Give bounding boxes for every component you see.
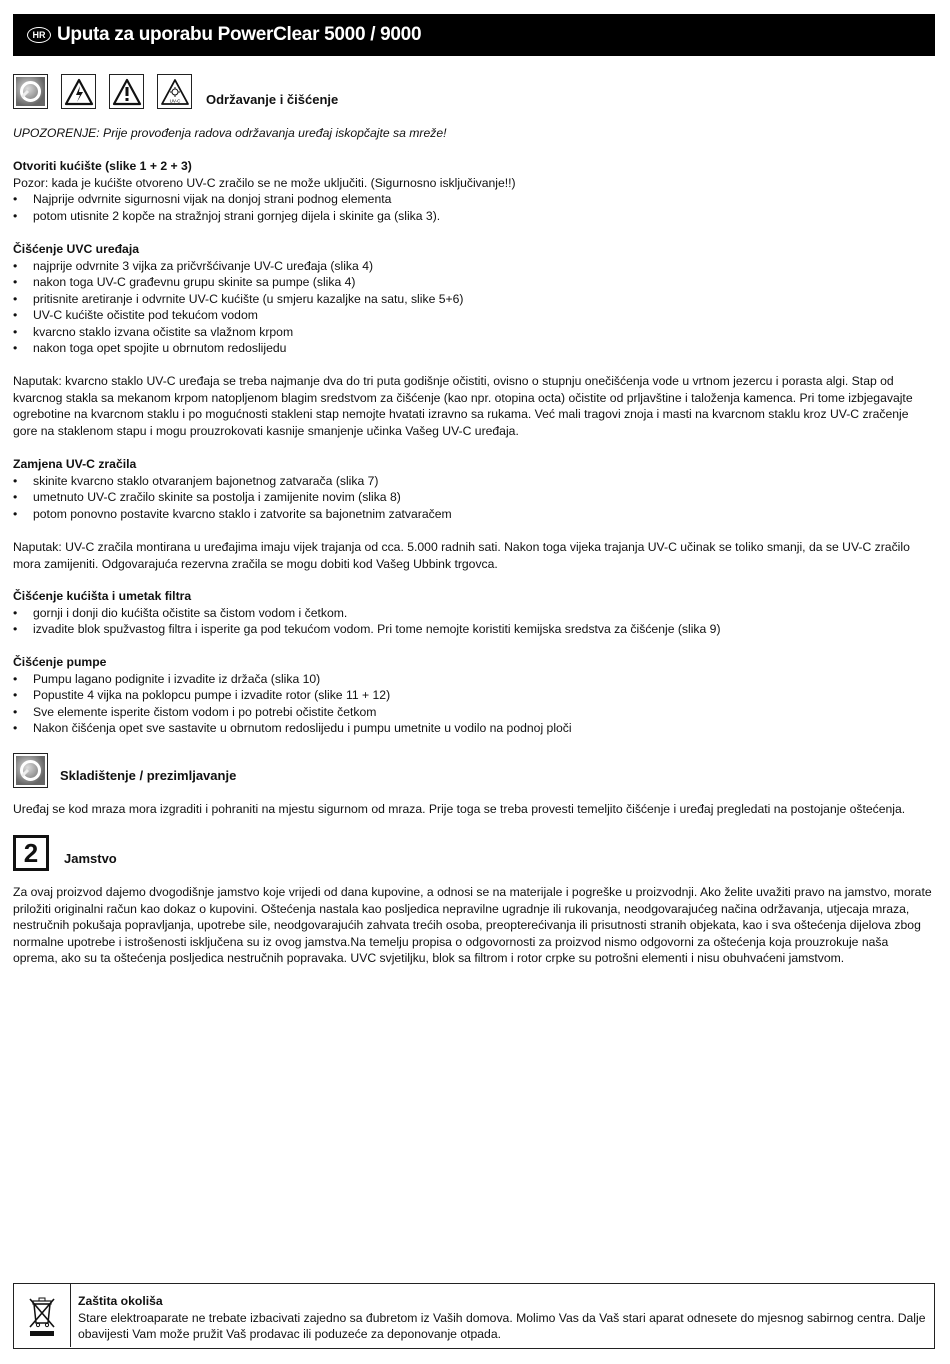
environment-text: Stare elektroaparate ne trebate izbacivati zajedno sa đubretom iz Vaših domova. Molimo Vas da Vaš stari aparat odnesete do mjesnog sabirnog centra. Dalje obavijesti Vam može pružit Vaš prodavac ili poduzeće za deponovanje otpada. [78,1310,926,1341]
safety-icons [13,74,205,109]
list-item: • najprije odvrnite 3 vijka za pričvršćivanje UV-C uređaja (slika 4) [13,258,935,275]
uvc-cleaning-heading: Čišćenje UVC uređaja [13,242,139,256]
list-item: • izvadite blok spužvastog filtra i isperite ga pod tekućom vodom. Pri tome nemojte koristiti kemijska sredstva za čišćenje (slika 9) [13,621,935,638]
open-housing-heading: Otvoriti kućište (slike 1 + 2 + 3) [13,159,192,173]
language-badge: HR [27,27,51,43]
list-item: • potom ponovno postavite kvarcno staklo i zatvorite sa bajonetnim zatvaračem [13,506,935,523]
page-title: Uputa za uporabu PowerClear 5000 / 9000 [57,24,422,45]
list-item: • gornji i donji dio kućišta očistite sa čistom vodom i četkom. [13,605,935,622]
list-item: • umetnuto UV-C zračilo skinite sa postolja i zamijenite novim (slika 8) [13,489,935,506]
storage-section [13,801,935,818]
open-housing-section [13,158,935,224]
uvc-warning-icon [157,74,192,109]
housing-filter-list [13,605,935,638]
tip-text: Naputak: kvarcno staklo UV-C uređaja se treba najmanje dva do tri puta godišnje očistiti, ovisno o stupnju onečišćenja vode u vrtnom jezercu i porasta algi. Stap od kvarcnog stakla sa mekanom krpom natopljenom blagim sredstvom za čišćenje (kao npr. otopina octa) očistite od prljavštine i taloženja kamenca. Pri tome izbjegavajte ogrebotine na kvarcnom staklu i po mogućnosti stakleni stap nemojte hvatati izravno sa rukama. Već mali tragovi znoja i masti na kvarcnom staklu kroz UV-C zračenje gore na staklenom stapu i mogu prouzrokovati kasnije smanjenje učinka Vašeg UV-C uređaja. [13,374,913,438]
warranty-number-icon: 2 [13,835,49,871]
environment-content [78,1293,926,1343]
list-item: • Nakon čišćenja opet sve sastavite u obrnutom redoslijedu i pumpu umetnite u vodilo na podnoj ploči [13,720,935,737]
open-housing-list [13,191,935,224]
electric-hazard-icon [61,74,96,109]
uvc-replace-section [13,456,935,522]
environment-box [13,1283,935,1349]
storage-icon [13,753,48,788]
warranty-heading: Jamstvo [64,851,117,866]
list-item: • Sve elemente isperite čistom vodom i po potrebi očistite četkom [13,704,935,721]
weee-bin-icon [14,1284,71,1347]
warning-text: UPOZORENJE: Prije provođenja radova održavanja uređaj iskopčajte sa mreže! [13,126,447,140]
uvc-icon-label: UV-C [169,98,180,103]
list-item: • Popustite 4 vijka na poklopcu pumpe i izvadite rotor (slike 11 + 12) [13,687,935,704]
uvc-cleaning-tip [13,373,935,439]
pump-section [13,654,935,737]
maintenance-warning [13,125,935,142]
maintenance-icon [13,74,48,109]
list-item: • UV-C kućište očistite pod tekućom vodom [13,307,935,324]
list-item: • Pumpu lagano podignite i izvadite iz držača (slika 10) [13,671,935,688]
tip-text: Naputak: UV-C zračila montirana u uređajima imaju vijek trajanja od cca. 5.000 radnih sati. Nakon toga vijeka trajanja UV-C učinak se toliko smanji, da se UV-C zračilo mora zamijeniti. Odgovarajuća rezervna zračila se mogu dobiti kod Vašeg Ubbink trgovca. [13,540,910,571]
housing-filter-section [13,588,935,638]
housing-filter-heading: Čišćenje kućišta i umetak filtra [13,589,192,603]
uvc-replace-list [13,473,935,523]
storage-text: Uređaj se kod mraza mora izgraditi i pohraniti na mjestu sigurnom od mraza. Prije toga se treba provesti temeljito čišćenje i uređaj pregledati na postojanje oštećenja. [13,802,906,816]
pump-heading: Čišćenje pumpe [13,655,107,669]
list-item: • potom utisnite 2 kopče na stražnjoj strani gornjeg dijela i skinite ga (slika 3). [13,208,935,225]
list-item: • Najprije odvrnite sigurnosni vijak na donjoj strani podnog elementa [13,191,935,208]
page-header [13,14,935,56]
warning-icon [109,74,144,109]
storage-heading: Skladištenje / prezimljavanje [60,768,237,783]
uvc-cleaning-section [13,241,935,357]
uvc-replace-heading: Zamjena UV-C zračila [13,457,137,471]
pump-list [13,671,935,737]
uvc-cleaning-list [13,258,935,357]
list-item: • kvarcno staklo izvana očistite sa vlažnom krpom [13,324,935,341]
warranty-section [13,884,935,967]
uvc-replace-tip [13,539,935,572]
list-item: • nakon toga opet spojite u obrnutom redoslijedu [13,340,935,357]
environment-heading: Zaštita okoliša [78,1294,163,1308]
list-item: • pritisnite aretiranje i odvrnite UV-C kućište (u smjeru kazaljke na satu, slike 5+6) [13,291,935,308]
warranty-text: Za ovaj proizvod dajemo dvogodišnje jamstvo koje vrijedi od dana kupovine, a odnosi se na materijale i pogreške u proizvodnji. Ako želite uvažiti pravo na jamstvo, morate priložiti originalni račun kao dokaz o kupovini. Oštećenja nastala kao posljedica nepravilne ugradnje ili rukovanja, neodgovarajućeg načina održavanja, utjecaja mraza, nestručnih pokušaja popravljanja, upotrebe sile, neodgovarajućih zahvata trećih osoba, preopterećivanja ili prisutnosti stranih objekata, kao i sva oštećenja dijelova zbog normalne upotrebe i istrošenosti isključena su iz ovog jamstva.Na temelju propisa o odgovornosti za proizvod nismo odgovorni za oštećenja koja prouzrokuje naša oprema, ako su ta oštećenja posljedica nestručnih popravaka. UVC svjetiljku, blok sa filtrom i rotor crpke su potrošni elementi i nisu obuhvaćeni jamstvom. [13,885,932,965]
list-item: • nakon toga UV-C građevnu grupu skinite sa pumpe (slika 4) [13,274,935,291]
open-housing-note: Pozor: kada je kućište otvoreno UV-C zračilo se ne može uključiti. (Sigurnosno isključivanje!!) [13,175,516,190]
maintenance-heading: Održavanje i čišćenje [206,92,339,107]
list-item: • skinite kvarcno staklo otvaranjem bajonetnog zatvarača (slika 7) [13,473,935,490]
